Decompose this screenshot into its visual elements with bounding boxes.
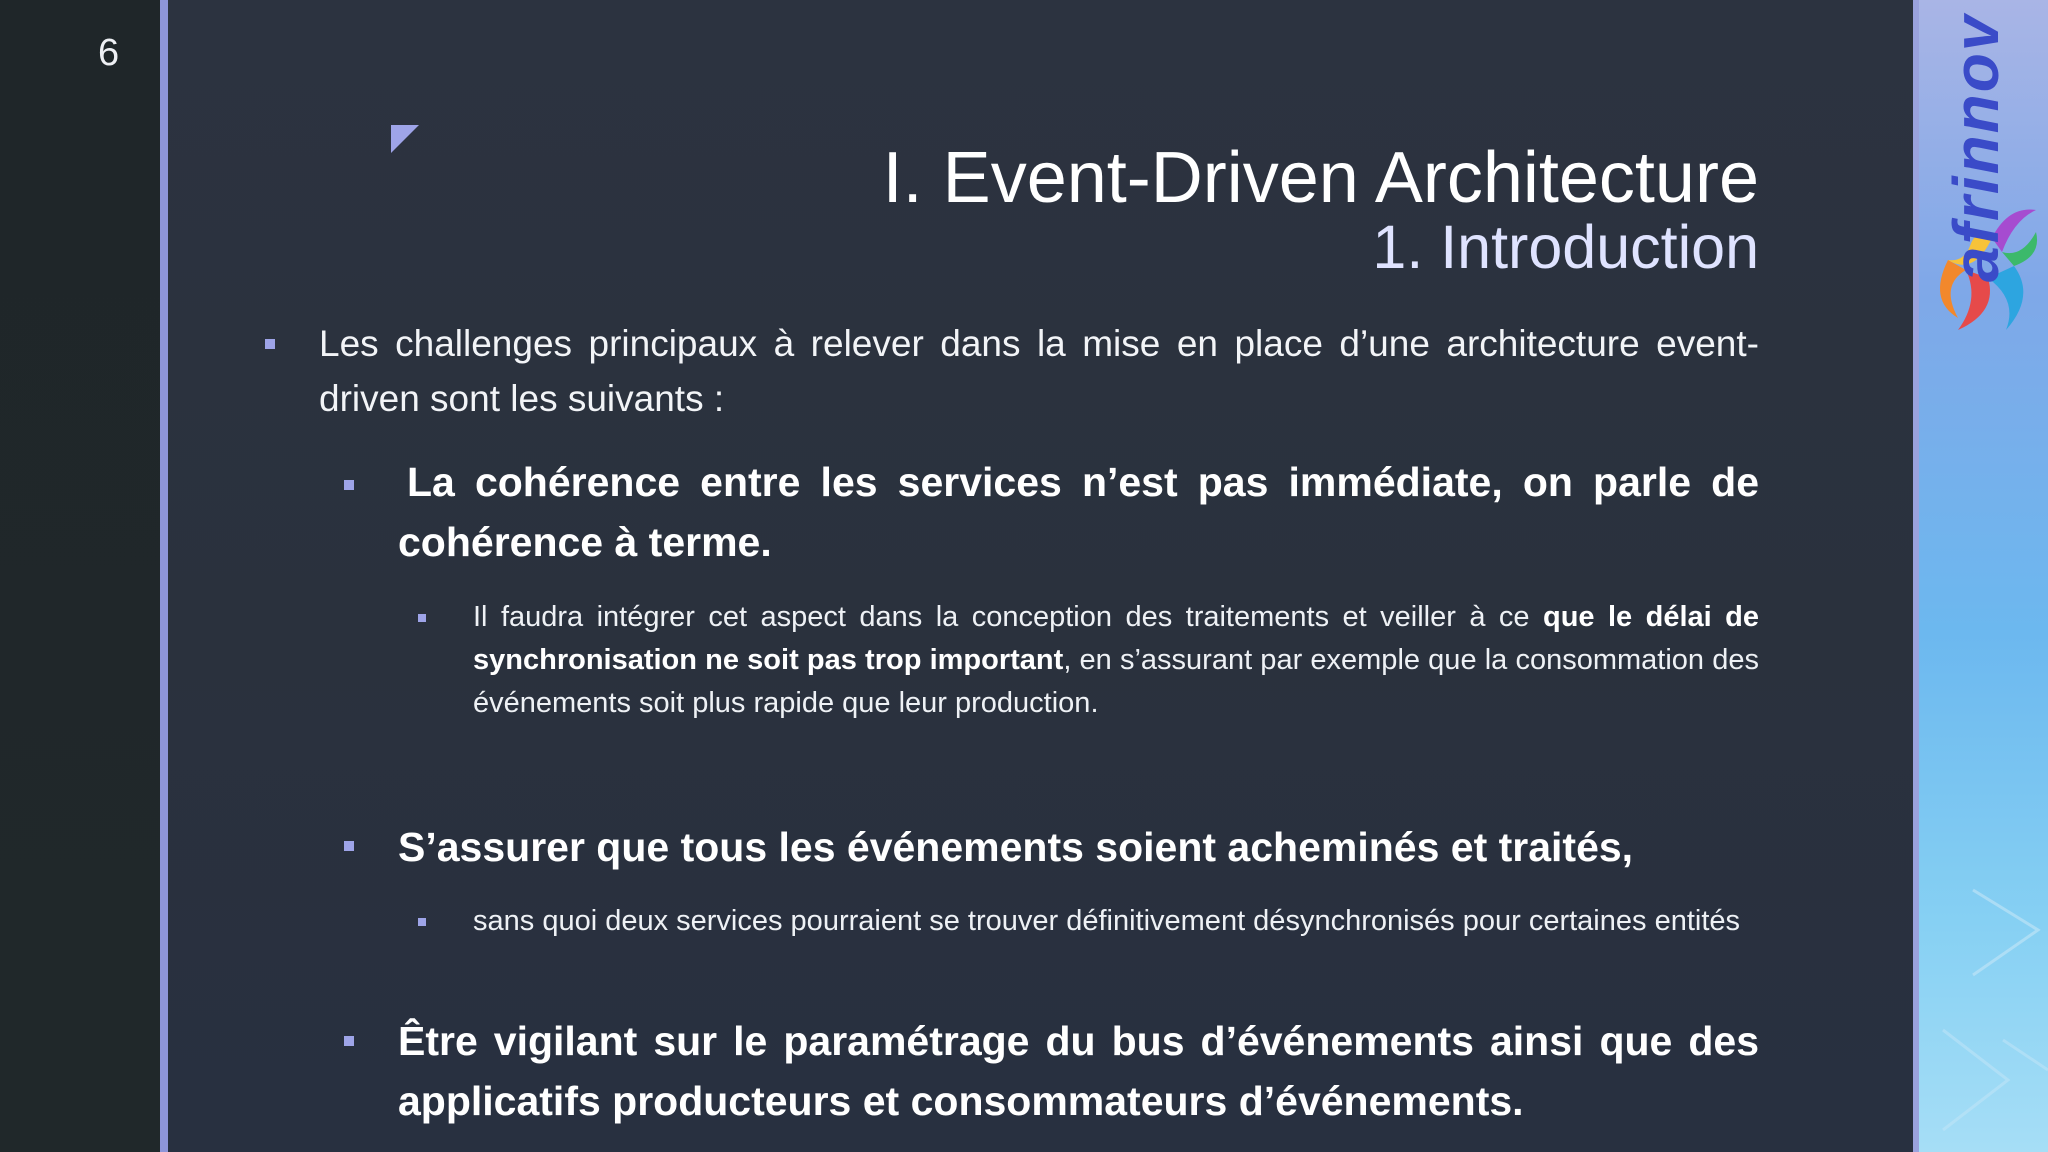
intro-paragraph: Les challenges principaux à relever dans la mise en place d’une architecture event-driven sont les suivants : [319,323,1759,419]
brand-logo-text: afrinnov [1940,13,2012,282]
point1-detail [473,596,1759,725]
rail-divider [160,0,168,1152]
bullet-marker [418,614,426,622]
point1-detail-text-end: , en s’assurant par exemple que la consommation des événements soit plus rapide que leur production. [473,644,1759,719]
slide-title: I. Event-Driven Architecture [882,138,1759,218]
corner-accent-triangle [391,125,419,153]
bullet-marker [344,480,354,490]
left-rail [0,0,160,1152]
bullet-marker [344,841,354,851]
slide-number: 6 [98,32,120,74]
brand-wordmark [1940,12,2012,282]
slide-subtitle: 1. Introduction [1372,213,1759,281]
point1-detail-emphasis: que le délai de synchronisation ne soit pas trop important [473,601,1759,676]
bullet-marker [265,339,275,349]
point1-detail-text: Il faudra intégrer cet aspect dans la conception des traitements et veiller à ce [473,601,1543,633]
point1-heading: La cohérence entre les services n’est pas immédiate, on parle de cohérence à terme. [398,459,1759,565]
point2-heading: S’assurer que tous les événements soient acheminés et traités, [398,824,1634,870]
bullet-marker [418,918,426,926]
bullet-marker [344,1036,354,1046]
brand-logo [1918,0,2048,350]
point3-heading: Être vigilant sur le paramétrage du bus d’événements ainsi que des applicatifs producteurs et consommateurs d’événements. [398,1018,1759,1124]
point2-detail: sans quoi deux services pourraient se trouver définitivement désynchronisés pour certaines entités [473,905,1741,937]
